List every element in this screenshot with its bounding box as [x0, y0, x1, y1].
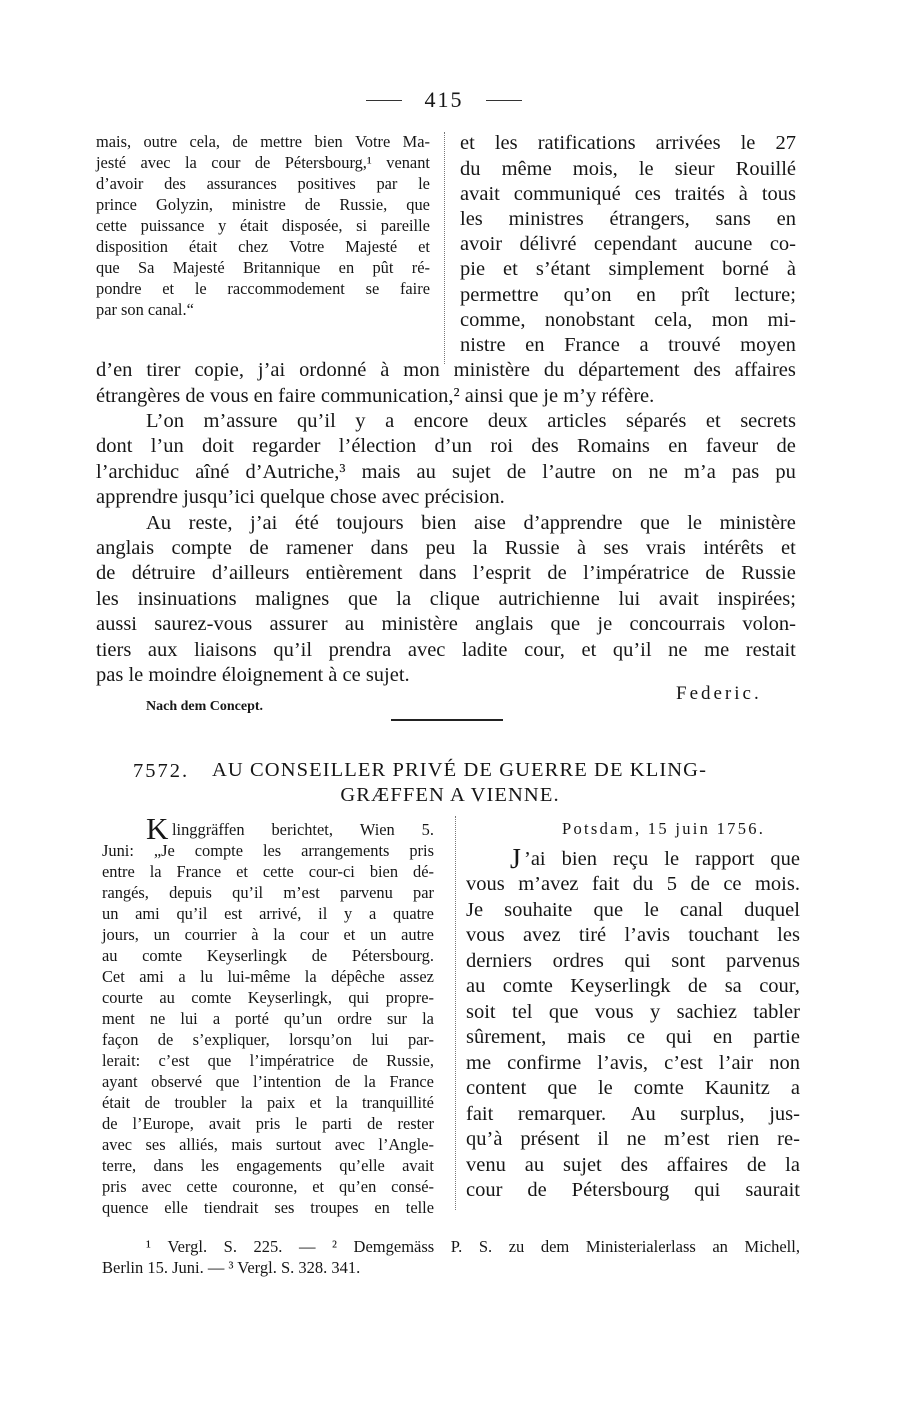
bottom-left-line: ment ne lui a porté qu’un ordre sur la — [102, 1009, 434, 1028]
body-line: de détruire d’ailleurs entièrement dans l’esprit de l’impératrice de Russie — [96, 562, 796, 584]
top-right-line: permettre qu’on en prît lecture; — [460, 284, 796, 306]
signature: Federic. — [676, 683, 762, 704]
column-divider-bottom — [455, 816, 456, 1210]
body-line: apprendre jusqu’ici quelque chose avec précision. — [96, 486, 505, 508]
bottom-right-line: qu’à présent il ne m’est rien re- — [466, 1128, 800, 1150]
bottom-left-line: Juni: „Je compte les arrangements pris — [102, 841, 434, 860]
bottom-right-line: vous avez tiré l’avis touchant les — [466, 924, 800, 946]
bottom-right-line: venu au sujet des affaires de la — [466, 1154, 800, 1176]
top-left-line: cette puissance y était disposée, si pareille — [96, 216, 430, 235]
body-line: l’archiduc aîné d’Autriche,³ mais au sujet de l’autre on ne m’a pas pu — [96, 461, 796, 483]
header-rule-left — [366, 100, 402, 101]
body-line: les insinuations malignes que la clique autrichienne lui avait inspirées; — [96, 588, 796, 610]
bottom-right-line: au comte Keyserlingk de sa cour, — [466, 975, 800, 997]
letter-heading-line1: AU CONSEILLER PRIVÉ DE GUERRE DE KLING- — [212, 759, 708, 781]
top-left-line: mais, outre cela, de mettre bien Votre Ma- — [96, 132, 430, 151]
top-right-line: et les ratifications arrivées le 27 — [460, 132, 796, 154]
bottom-right-line: ’ai bien reçu le rapport que — [524, 848, 800, 870]
body-line: tiers aux liaisons qu’il prendra avec ladite cour, et qu’il ne me restait — [96, 639, 796, 661]
bottom-left-line: avec ses alliés, mais surtout avec l’Angle- — [102, 1135, 434, 1154]
source-note: Nach dem Concept. — [146, 699, 264, 714]
bottom-left-line: terre, dans les engagements qu’elle avait — [102, 1156, 434, 1175]
body-line: étrangères de vous en faire communication,² ainsi que je m’y réfère. — [96, 385, 655, 407]
body-line: pas le moindre éloignement à ce sujet. — [96, 664, 410, 686]
top-left-line: par son canal.“ — [96, 300, 194, 319]
body-line: Au reste, j’ai été toujours bien aise d’apprendre que le ministère — [146, 512, 796, 534]
bottom-right-line: fait remarquer. Au surplus, jus- — [466, 1103, 800, 1125]
top-right-line: du même mois, le sieur Rouillé — [460, 158, 796, 180]
bottom-left-line: au comte Keyserlingk de Pétersbourg. — [102, 946, 434, 965]
footnote-line: ¹ Vergl. S. 225. — ² Demgemäss P. S. zu dem Ministerialerlass an Michell, — [146, 1237, 800, 1256]
bottom-left-line: quence elle tiendrait ses troupes en telle — [102, 1198, 434, 1217]
top-left-line: disposition était chez Votre Majesté et — [96, 237, 430, 256]
bottom-left-line: rangés, depuis qu’il m’est parvenu par — [102, 883, 434, 902]
top-right-line: comme, nonobstant cela, mon mi- — [460, 309, 796, 331]
letter-number: 7572. — [133, 760, 190, 782]
column-divider-top — [444, 132, 445, 364]
letter-heading-line2: GRÆFFEN A VIENNE. — [340, 784, 560, 806]
bottom-left-line: lerait: c’est que l’impératrice de Russie, — [102, 1051, 434, 1070]
top-right-line: nistre en France a trouvé moyen — [460, 334, 796, 356]
top-left-line: d’avoir des assurances positives par le — [96, 174, 430, 193]
bottom-right-line: me confirme l’avis, c’est l’air non — [466, 1052, 800, 1074]
bottom-left-line: ayant observé que l’intention de la France — [102, 1072, 434, 1091]
bottom-left-line: de l’Europe, avait pris le parti de rester — [102, 1114, 434, 1133]
bottom-left-line: pris avec cette couronne, et qu’en consé- — [102, 1177, 434, 1196]
bottom-right-line: vous m’avez fait du 5 de ce mois. — [466, 873, 800, 895]
bottom-left-line: linggräffen berichtet, Wien 5. — [172, 820, 434, 839]
bottom-left-line: entre la France et cette cour-ci bien dé- — [102, 862, 434, 881]
body-line: dont l’un doit regarder l’élection d’un roi des Romains en faveur de — [96, 435, 796, 457]
bottom-right-line: soit tel que vous y sachiez tabler — [466, 1001, 800, 1023]
top-right-line: pie et s’étant simplement borné à — [460, 258, 796, 280]
bottom-left-line: courte au comte Keyserlingk, qui propre- — [102, 988, 434, 1007]
top-left-line: prince Golyzin, ministre de Russie, que — [96, 195, 430, 214]
drop-capital-k: K — [146, 811, 169, 846]
body-line: anglais compte de ramener dans peu la Russie à ses vrais intérêts et — [96, 537, 796, 559]
top-left-line: jesté avec la cour de Pétersbourg,¹ venant — [96, 153, 430, 172]
top-left-line: pondre et le raccommodement se faire — [96, 279, 430, 298]
top-right-line: avoir délivré cependant aucune co- — [460, 233, 796, 255]
header-rule-right — [486, 100, 522, 101]
bottom-left-line: Cet ami a lu lui-même la dépêche assez — [102, 967, 434, 986]
drop-capital-j: J — [510, 844, 521, 875]
bottom-left-line: façon de s’expliquer, lorsqu’on lui par- — [102, 1030, 434, 1049]
bottom-right-line: cour de Pétersbourg qui saurait — [466, 1179, 800, 1201]
bottom-left-line: jours, un courrier à la cour et un autre — [102, 925, 434, 944]
top-right-line: avait communiqué ces traités à tous — [460, 183, 796, 205]
page-header — [0, 86, 900, 116]
body-line: L’on m’assure qu’il y a encore deux articles séparés et secrets — [146, 410, 796, 432]
section-divider — [391, 719, 503, 721]
bottom-right-line: content que le comte Kaunitz a — [466, 1077, 800, 1099]
bottom-right-line: derniers ordres qui sont parvenus — [466, 950, 800, 972]
bottom-left-line: était de troubler la paix et la tranquillité — [102, 1093, 434, 1112]
footnote-line: Berlin 15. Juni. — ³ Vergl. S. 328. 341. — [102, 1258, 361, 1277]
bottom-left-line: un ami qu’il est arrivé, il y a quatre — [102, 904, 434, 923]
body-line: aussi saurez-vous assurer au ministère anglais que je concourrais volon- — [96, 613, 796, 635]
top-left-line: que Sa Majesté Britannique en pût ré- — [96, 258, 430, 277]
bottom-right-line: Je souhaite que le canal duquel — [466, 899, 800, 921]
body-line: d’en tirer copie, j’ai ordonné à mon ministère du département des affaires — [96, 359, 796, 381]
bottom-right-line: sûrement, mais ce qui en partie — [466, 1026, 800, 1048]
top-right-line: les ministres étrangers, sans en — [460, 208, 796, 230]
page-number: 415 — [424, 87, 464, 112]
dateline: Potsdam, 15 juin 1756. — [562, 819, 766, 838]
